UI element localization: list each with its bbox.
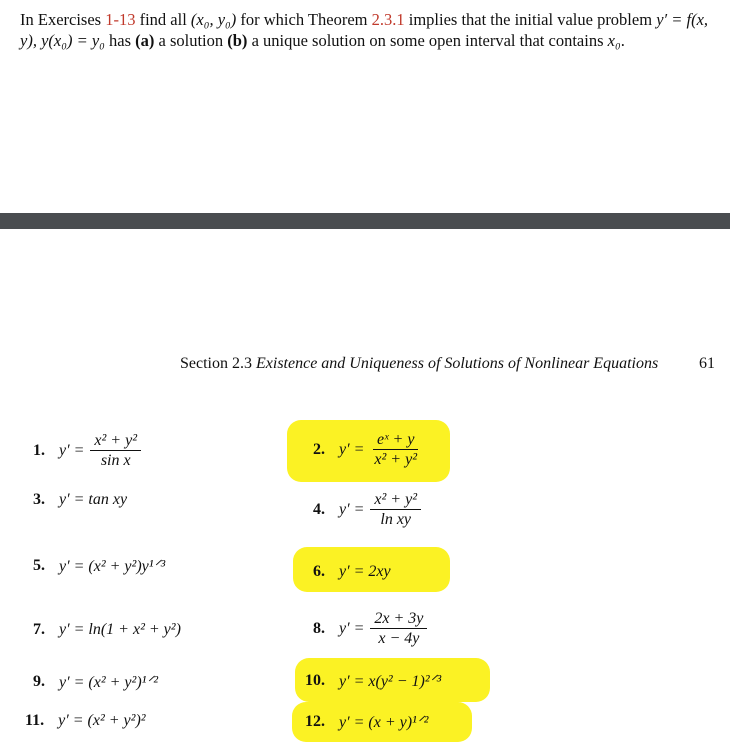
intro-paragraph — [20, 9, 716, 51]
fraction — [90, 431, 141, 470]
exercise-number: 5. — [33, 557, 45, 574]
denominator: sin x — [100, 452, 131, 469]
exercise-number: 2. — [313, 440, 325, 458]
numerator: 2x + 3y — [374, 610, 424, 627]
equation: y′ = tan xy — [59, 491, 128, 508]
page-number: 61 — [699, 355, 715, 372]
fraction — [370, 430, 421, 469]
equation: y′ = 2xy — [339, 563, 391, 580]
math-x0: x₀ — [607, 31, 621, 50]
exercise-number: 3. — [33, 491, 45, 508]
intro-text: . — [620, 31, 625, 50]
exercise-7 — [33, 621, 181, 639]
exercise-6 — [313, 563, 391, 581]
fraction — [370, 490, 421, 529]
exercise-number: 11. — [25, 712, 45, 729]
theorem-link[interactable]: 2.3.1 — [371, 10, 405, 29]
exercise-number: 12. — [305, 713, 325, 730]
equation: y′ = (x² + y²)² — [58, 712, 146, 729]
part-b-label: (b) — [227, 31, 248, 50]
numerator: x² + y² — [94, 432, 137, 449]
equation: y′ = x(y² − 1)²ᐟ³ — [339, 673, 442, 690]
equation-lhs: y′ = — [339, 440, 365, 458]
exercise-10 — [305, 671, 441, 691]
exercise-8 — [313, 609, 427, 648]
intro-text: has — [104, 31, 136, 50]
exercise-2 — [313, 430, 421, 469]
math-point: (x₀, y₀) — [190, 10, 237, 29]
exercise-9 — [33, 672, 158, 692]
intro-text: implies that the initial value problem — [404, 10, 657, 29]
exercise-number: 4. — [313, 500, 325, 518]
equation: y′ = ln(1 + x² + y²) — [59, 621, 181, 638]
fraction — [370, 609, 427, 648]
equation: y′ = (x² + y²)¹ᐟ² — [59, 674, 159, 691]
exercise-number: 6. — [313, 563, 325, 580]
exercise-5 — [33, 556, 165, 576]
section-number: Section 2.3 — [180, 355, 252, 372]
exercise-number: 10. — [305, 672, 325, 689]
equation-lhs: y′ = — [339, 500, 365, 518]
intro-text: a solution — [154, 31, 228, 50]
denominator: ln xy — [380, 511, 412, 528]
intro-text: for which Theorem — [236, 10, 372, 29]
exercise-4 — [313, 490, 421, 529]
equation: y′ = (x² + y²)y¹ᐟ³ — [59, 558, 166, 575]
equation-lhs: y′ = — [59, 441, 85, 459]
page-divider — [0, 213, 730, 229]
intro-text: In Exercises — [20, 10, 106, 29]
equation-lhs: y′ = — [339, 619, 365, 637]
math-ivp: y′ = f(x, y), y(x₀) = y₀ — [20, 10, 709, 50]
intro-text: find all — [135, 10, 191, 29]
exercise-number: 8. — [313, 619, 325, 637]
exercise-range-link[interactable]: 1-13 — [105, 10, 136, 29]
equation: y′ = (x + y)¹ᐟ² — [339, 714, 429, 731]
section-title — [180, 355, 658, 373]
denominator: x² + y² — [374, 451, 417, 468]
page-header — [180, 355, 715, 373]
exercise-number: 1. — [33, 441, 45, 459]
part-a-label: (a) — [135, 31, 155, 50]
intro-text: a unique solution on some open interval that contains — [247, 31, 608, 50]
exercise-3 — [33, 491, 127, 509]
denominator: x − 4y — [378, 630, 420, 647]
exercise-1 — [33, 431, 141, 470]
section-name: Existence and Uniqueness of Solutions of Nonlinear Equations — [256, 355, 659, 372]
numerator: x² + y² — [374, 491, 417, 508]
numerator: eˣ + y — [376, 431, 415, 448]
exercise-12 — [305, 712, 428, 732]
exercise-number: 7. — [33, 621, 45, 638]
exercise-number: 9. — [33, 673, 45, 690]
exercise-11 — [25, 712, 146, 730]
